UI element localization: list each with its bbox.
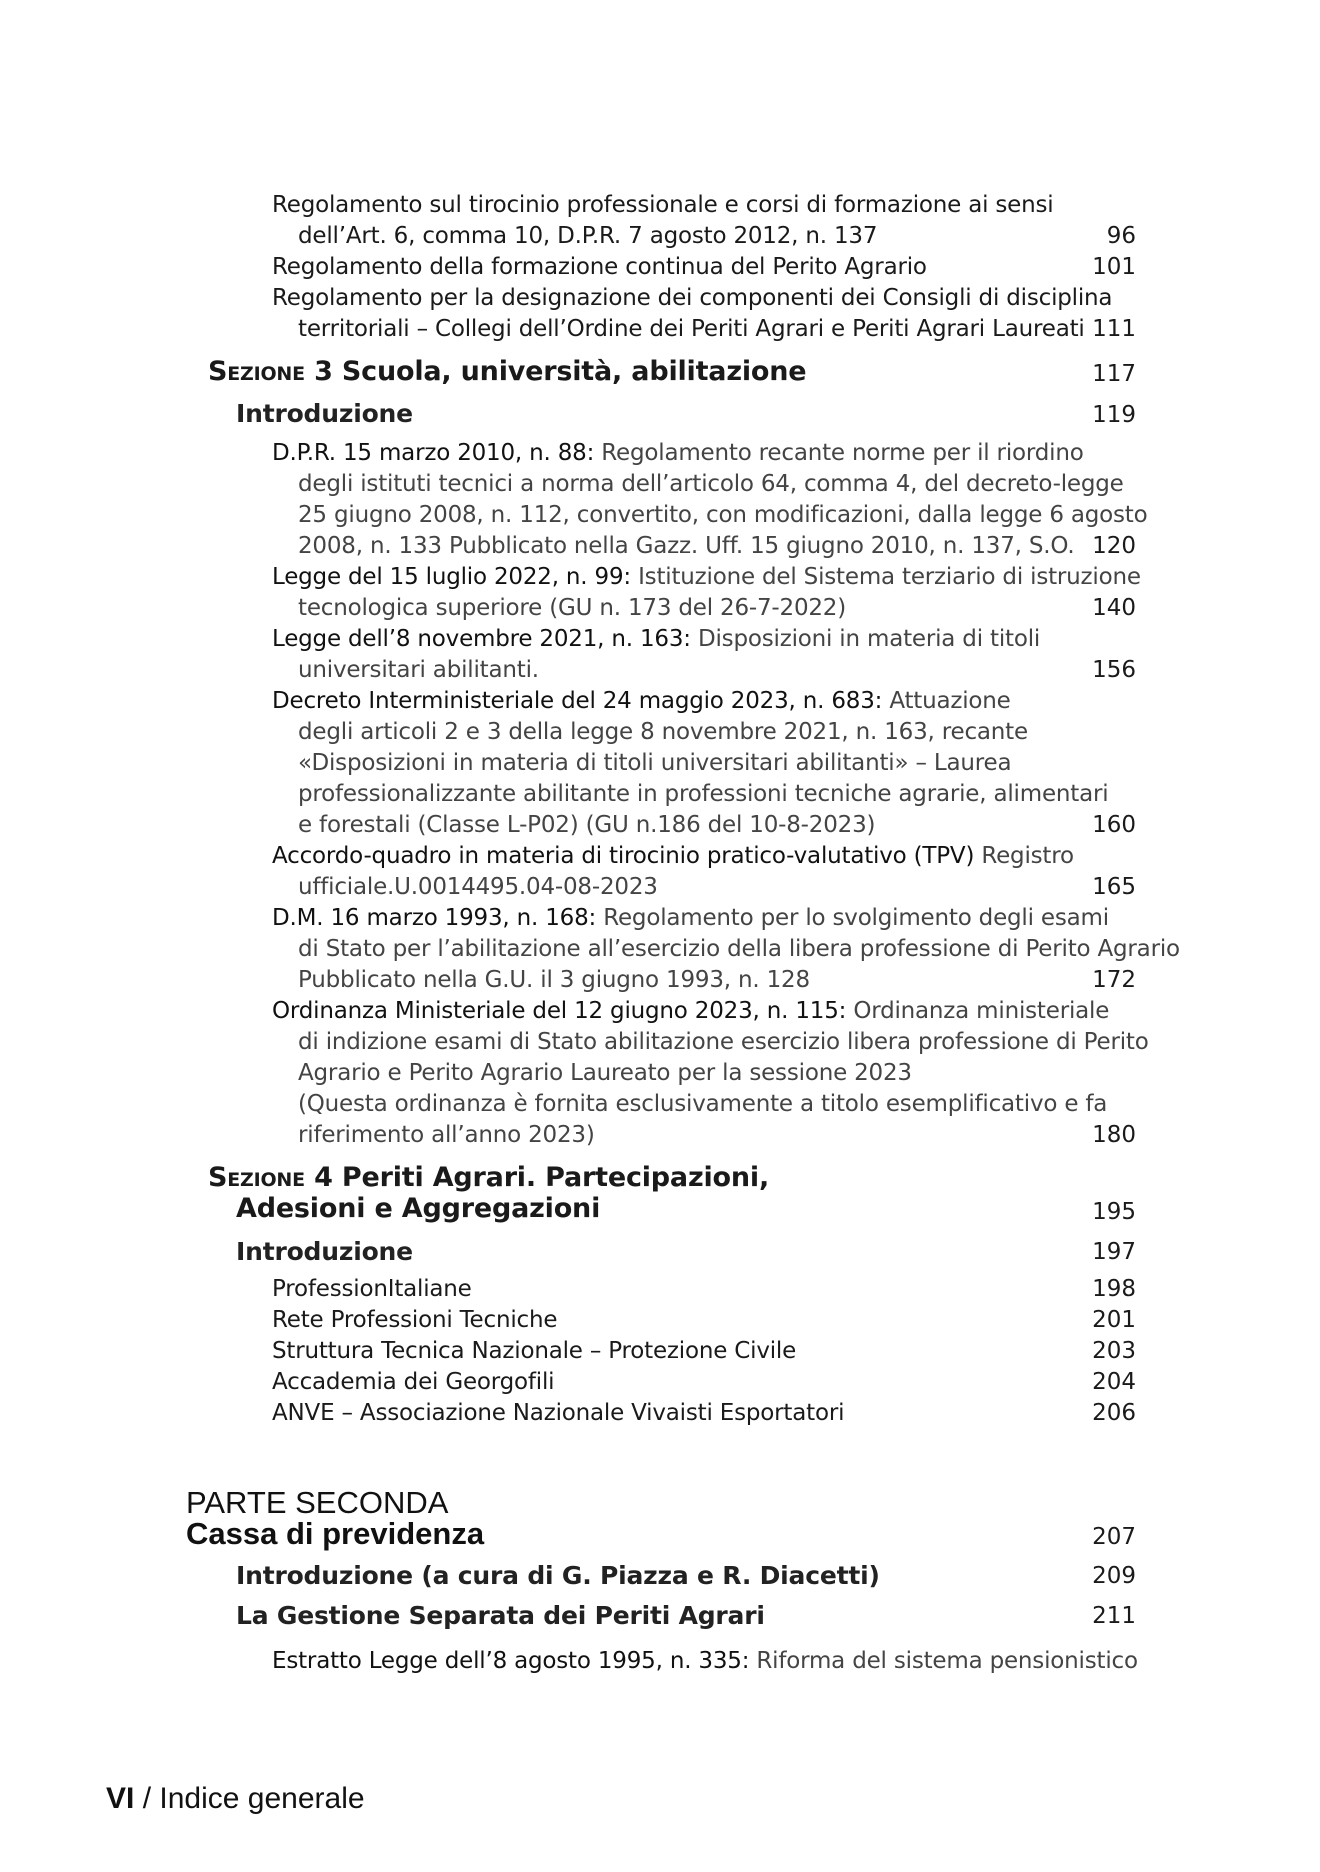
toc-entry-line: Legge dell’8 novembre 2021, n. 163: Disposizioni in materia di titoli bbox=[272, 626, 1041, 652]
toc-entry-line: 2008, n. 133 Pubblicato nella Gazz. Uff. 15 giugno 2010, n. 137, S.O. bbox=[298, 533, 1075, 559]
page-number: 195 bbox=[1092, 1199, 1136, 1225]
page-number: 111 bbox=[1092, 316, 1136, 342]
page-number: 204 bbox=[1092, 1369, 1136, 1395]
page-number: 198 bbox=[1092, 1276, 1136, 1302]
page-number: 206 bbox=[1092, 1400, 1136, 1426]
page-number: 165 bbox=[1092, 874, 1136, 900]
subsection-heading: La Gestione Separata dei Periti Agrari bbox=[236, 1601, 765, 1630]
section-heading bbox=[208, 356, 806, 387]
toc-entry-line: Accademia dei Georgofili bbox=[272, 1369, 555, 1395]
page-number: 160 bbox=[1092, 812, 1136, 838]
page-number: 211 bbox=[1092, 1603, 1136, 1629]
toc-entry-line: Ordinanza Ministeriale del 12 giugno 2023, n. 115: Ordinanza ministeriale bbox=[272, 998, 1110, 1024]
page-number: 172 bbox=[1092, 967, 1136, 993]
intro-heading: Introduzione (a cura di G. Piazza e R. Diacetti) bbox=[236, 1561, 880, 1590]
toc-entry-line: Decreto Interministeriale del 24 maggio 2023, n. 683: Attuazione bbox=[272, 688, 1011, 714]
toc-entry-line: professionalizzante abilitante in professioni tecniche agrarie, alimentari bbox=[298, 781, 1109, 807]
footer-label: Indice generale bbox=[159, 1782, 365, 1815]
section-prefix: Sezione 4 bbox=[208, 1162, 333, 1193]
toc-entry-line: e forestali (Classe L-P02) (GU n.186 del 10-8-2023) bbox=[298, 812, 876, 838]
part-title: Cassa di previdenza bbox=[186, 1516, 485, 1551]
toc-entry-line: Rete Professioni Tecniche bbox=[272, 1307, 558, 1333]
toc-entry-line: Agrario e Perito Agrario Laureato per la sessione 2023 bbox=[298, 1060, 912, 1086]
toc-entry-line: Estratto Legge dell’8 agosto 1995, n. 335: Riforma del sistema pensionistico bbox=[272, 1648, 1138, 1674]
toc-entry-line: Struttura Tecnica Nazionale – Protezione Civile bbox=[272, 1338, 797, 1364]
toc-entry-line: dell’Art. 6, comma 10, D.P.R. 7 agosto 2012, n. 137 bbox=[298, 223, 878, 249]
page-number: 96 bbox=[1106, 223, 1136, 249]
toc-entry-line: degli articoli 2 e 3 della legge 8 novembre 2021, n. 163, recante bbox=[298, 719, 1028, 745]
page-number: 201 bbox=[1092, 1307, 1136, 1333]
toc-entry-line: (Questa ordinanza è fornita esclusivamente a titolo esemplificativo e fa bbox=[298, 1091, 1108, 1117]
toc-entry-line: tecnologica superiore (GU n. 173 del 26-7-2022) bbox=[298, 595, 847, 621]
toc-entry-line: D.M. 16 marzo 1993, n. 168: Regolamento per lo svolgimento degli esami bbox=[272, 905, 1109, 931]
toc-entry-line: degli istituti tecnici a norma dell’articolo 64, comma 4, del decreto-legge bbox=[298, 471, 1124, 497]
toc-entry-line: D.P.R. 15 marzo 2010, n. 88: Regolamento recante norme per il riordino bbox=[272, 440, 1084, 466]
page-number: 180 bbox=[1092, 1122, 1136, 1148]
section-title: Scuola, università, abilitazione bbox=[341, 356, 807, 387]
toc-entry-line: ufficiale.U.0014495.04-08-2023 bbox=[298, 874, 658, 900]
page-number: 117 bbox=[1092, 361, 1136, 387]
toc-entry-line: 25 giugno 2008, n. 112, convertito, con modificazioni, dalla legge 6 agosto bbox=[298, 502, 1148, 528]
toc-entry-line: Regolamento per la designazione dei componenti dei Consigli di disciplina bbox=[272, 285, 1113, 311]
intro-heading: Introduzione bbox=[236, 1237, 413, 1266]
page-number: 207 bbox=[1092, 1524, 1136, 1550]
page-number: 209 bbox=[1092, 1563, 1136, 1589]
intro-heading: Introduzione bbox=[236, 399, 413, 428]
toc-entry-line: di Stato per l’abilitazione all’esercizio della libera professione di Perito Agrario bbox=[298, 936, 1180, 962]
toc-entry-line: ProfessionItaliane bbox=[272, 1276, 472, 1302]
section-heading bbox=[208, 1162, 769, 1193]
toc-entry-line: riferimento all’anno 2023) bbox=[298, 1122, 595, 1148]
page-number: 156 bbox=[1092, 657, 1136, 683]
section-title: Periti Agrari. Partecipazioni, bbox=[341, 1162, 770, 1193]
section-title-cont: Adesioni e Aggregazioni bbox=[236, 1193, 601, 1224]
toc-entry-line: di indizione esami di Stato abilitazione esercizio libera professione di Perito bbox=[298, 1029, 1149, 1055]
page-number: 197 bbox=[1092, 1239, 1136, 1265]
page-number: 203 bbox=[1092, 1338, 1136, 1364]
toc-entry-line: territoriali – Collegi dell’Ordine dei Periti Agrari e Periti Agrari Laureati bbox=[298, 316, 1085, 342]
page-footer bbox=[106, 1782, 365, 1816]
page-roman-numeral: VI bbox=[106, 1782, 135, 1815]
section-prefix: Sezione 3 bbox=[208, 356, 333, 387]
page-number: 120 bbox=[1092, 533, 1136, 559]
page-number: 101 bbox=[1092, 254, 1136, 280]
toc-entry-line: Regolamento della formazione continua del Perito Agrario bbox=[272, 254, 927, 280]
part-heading: PARTE SECONDA bbox=[186, 1485, 449, 1520]
page-number: 140 bbox=[1092, 595, 1136, 621]
toc-entry-line: Accordo-quadro in materia di tirocinio pratico-valutativo (TPV) Registro bbox=[272, 843, 1074, 869]
footer-separator: / bbox=[142, 1782, 152, 1815]
page-number: 119 bbox=[1092, 402, 1136, 428]
toc-entry-line: «Disposizioni in materia di titoli universitari abilitanti» – Laurea bbox=[298, 750, 1012, 776]
toc-entry-line: Pubblicato nella G.U. il 3 giugno 1993, n. 128 bbox=[298, 967, 810, 993]
toc-entry-line: Legge del 15 luglio 2022, n. 99: Istituzione del Sistema terziario di istruzione bbox=[272, 564, 1141, 590]
toc-entry-line: ANVE – Associazione Nazionale Vivaisti Esportatori bbox=[272, 1400, 845, 1426]
toc-entry-line: universitari abilitanti. bbox=[298, 657, 539, 683]
toc-entry-line: Regolamento sul tirocinio professionale e corsi di formazione ai sensi bbox=[272, 192, 1054, 218]
